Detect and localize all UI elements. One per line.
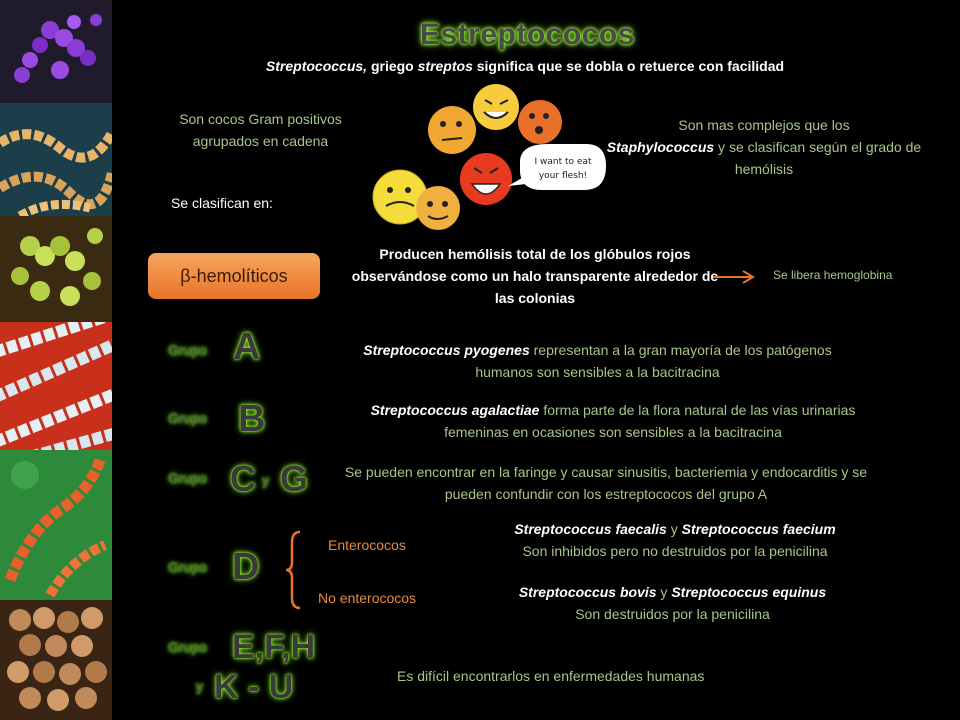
staphylococcus-name: Staphylococcus [606,139,715,155]
classify-label: Se clasifican en: [171,195,273,211]
no-enterococos-text: Streptococcus bovis y Streptococcus equinus Son destruidos por la penicilina [518,584,827,622]
svg-text:your flesh!: your flesh! [538,171,588,181]
purple-cocci-image [0,0,112,103]
intro-right-text [606,114,922,180]
green-cocci-image [0,216,112,322]
yellow-chain-image [0,103,112,216]
group-efh-word: Grupo [168,639,207,655]
enterococos-desc: Son inhibidos pero no destruidos por la penicilina [522,543,828,559]
group-cg-connector: y [262,472,269,488]
green-red-chain-image [0,450,112,600]
enterococos-species1: Streptococcus faecalis [514,521,667,537]
no-enterococos-desc: Son destruidos por la penicilina [575,606,770,622]
group-b-letter: B [238,398,266,440]
intro-left-text: Son cocos Gram positivos agrupados en cadena [179,111,342,149]
group-a-species: Streptococcus pyogenes [363,342,530,358]
group-efh-text: Es difícil encontrarlos en enfermedades humanas [397,668,705,684]
beta-hemolytic-badge: β-hemolíticos [148,253,320,299]
group-b-word: Grupo [168,410,207,426]
group-d-word: Grupo [168,559,207,575]
no-enterococos-species2: Streptococcus equinus [671,584,827,600]
brown-cocci-image [0,600,112,720]
group-ku-connector: y [196,678,203,694]
group-c-letter: C [230,458,256,499]
tan-face-icon [416,186,460,230]
group-a-text [360,339,835,383]
group-ku-letters: K - U [214,668,294,706]
enterococos-species2: Streptococcus faecium [681,521,836,537]
page-title: Estreptococos [420,18,635,51]
group-a-letter: A [233,326,261,368]
enterococos-text: Streptococcus faecalis y Streptococcus faecium Son inhibidos pero no destruidos por la penicilina [514,521,836,559]
group-cg-text: Se pueden encontrar en la faringe y causar sinusitis, bacteriemia y endocarditis y se pueden confundir con los estreptococos del grupo A [344,464,868,502]
no-enterococos-label: No enterococos [318,590,417,606]
orange-face-icon [428,106,476,154]
subtitle-rest: significa que se dobla o retuerce con facilidad [472,58,785,74]
red-face-icon [518,100,562,144]
group-g-letter: G [280,458,309,499]
arrow-right-icon [713,270,757,284]
brace-icon [284,530,304,610]
emoji-faces-illustration [370,82,610,232]
group-a-word: Grupo [168,342,207,358]
no-enterococos-species1: Streptococcus bovis [518,584,657,600]
group-efh-letters: E,F,H [232,628,316,666]
intro-right-after: y se clasifican según el grado de hemólisis [714,139,922,177]
genus-name: Streptococcus, [265,58,368,74]
etymology-subtitle [200,58,850,74]
evil-face-icon [460,153,512,205]
greek-root: streptos [417,58,473,74]
hemoglobin-result: Se libera hemoglobina [773,268,893,282]
svg-text:I want to eat: I want to eat [534,157,592,167]
beta-description: Producen hemólisis total de los glóbulos rojos observándose como un halo transparente alrededor de las colonias [351,246,719,306]
group-a-desc: representan a la gran mayoría de los patógenos humanos son sensibles a la bacitracina [475,342,832,380]
subtitle-middle: griego [367,58,418,74]
group-b-species: Streptococcus agalactiae [370,402,540,418]
speech-bubble [508,144,606,190]
group-d-letter: D [232,546,260,588]
intro-right-before: Son mas complejos que los [678,117,850,133]
group-b-text [352,399,874,443]
group-b-desc: forma parte de la flora natural de las vías urinarias femeninas en ocasiones son sensibles a la bacitracina [444,402,856,440]
enterococos-label: Enterococos [328,537,406,553]
red-chain-image [0,322,112,450]
group-cg-word: Grupo [168,470,207,486]
happy-face-icon [473,84,519,130]
micrograph-strip [0,0,112,720]
